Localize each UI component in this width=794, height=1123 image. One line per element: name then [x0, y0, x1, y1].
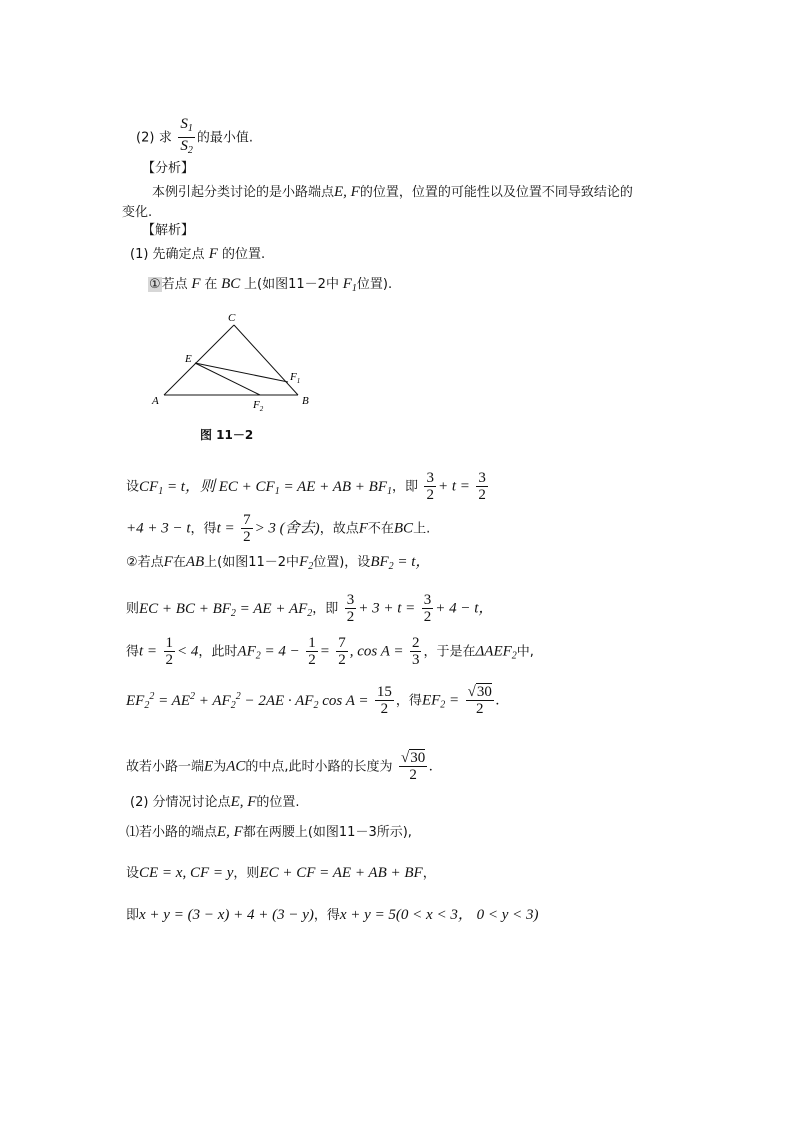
solution-header: 【解析】: [142, 223, 195, 238]
label-f1: $F_1$: [290, 371, 301, 385]
label-b: B: [302, 395, 309, 407]
subcase1: ⑴若小路的端点E, F都在两腰上(如图11－3所示),: [126, 824, 412, 840]
equation-7: 即x + y = (3 − x) + 4 + (3 − y)，得x + y = 5(0 < x < 3， 0 < y < 3): [126, 907, 539, 923]
label-a: A: [152, 395, 159, 407]
segment-ef2: [195, 363, 260, 395]
case1-line: ①若点 F 在 BC 上(如图11－2中 $F_1$位置).: [149, 276, 393, 294]
equation-3: 则EC + BC + $BF_2$ = AE + $AF_2$，即 $\frac{3}{2}$ + 3 + t = $\frac{3}{2}$ + 4 − t，: [126, 592, 494, 625]
case2-line: ②若点F在AB上(如图11－2中$F_2$位置)，设$BF_2 = t$，: [126, 554, 431, 572]
equation-1: 设$CF_1 = t$，则 EC + $CF_1$ = AE + AB + $BF_1$，即 $\frac{3}{2}$ + t = $\frac{3}{2}$: [126, 470, 486, 503]
fraction-s1-s2: $\frac{S_1}{S_2}$: [178, 116, 195, 159]
figure-caption: 图 11－2: [200, 428, 254, 442]
segment-ef1: [195, 363, 288, 382]
question-tail: 的最小值.: [196, 130, 253, 146]
analysis-text-line2: 变化.: [122, 205, 153, 220]
analysis-header: 【分析】: [142, 161, 195, 176]
label-e: E: [185, 353, 192, 365]
side-ac: [164, 325, 234, 395]
part2-heading: (2) 分情况讨论点E, F的位置.: [130, 794, 300, 810]
question-2: [136, 116, 253, 159]
analysis-text-line1: 本例引起分类讨论的是小路端点E, F的位置，位置的可能性以及位置不同导致结论的: [152, 184, 633, 200]
label-c: C: [228, 312, 236, 324]
conclusion: 故若小路一端E为AC的中点,此时小路的长度为 $\frac{√30}{2}$ .: [126, 750, 433, 783]
equation-5: $EF_2^2 = AE^2 + AF_2^2 - 2AE \cdot AF_2$ cos A = $\frac{15}{2}$ ，得$EF_2$ = $\frac{√30}{2}$ .: [126, 684, 500, 717]
equation-4: 得t = $\frac{1}{2}$ < 4，此时$AF_2 = 4$ − $\frac{1}{2}$ = $\frac{7}{2}$ , cos A = $\frac{2}{3}$ ，于是在$\Delta AEF_2$中,: [126, 635, 534, 668]
side-bc: [234, 325, 301, 395]
question-ask: 求: [158, 130, 172, 146]
label-f2: $F_2$: [253, 399, 264, 413]
question-number: (2): [136, 130, 155, 146]
case1-mark: ①: [149, 277, 161, 292]
triangle-figure: [148, 308, 328, 418]
equation-2: +4 + 3 − t，得t = $\frac{7}{2}$ > 3 (舍去)，故点F不在BC上.: [126, 512, 431, 545]
solution-step1: (1) 先确定点 F 的位置.: [130, 246, 266, 262]
equation-6: 设CE = x, CF = y，则EC + CF = AE + AB + BF，: [126, 865, 436, 881]
